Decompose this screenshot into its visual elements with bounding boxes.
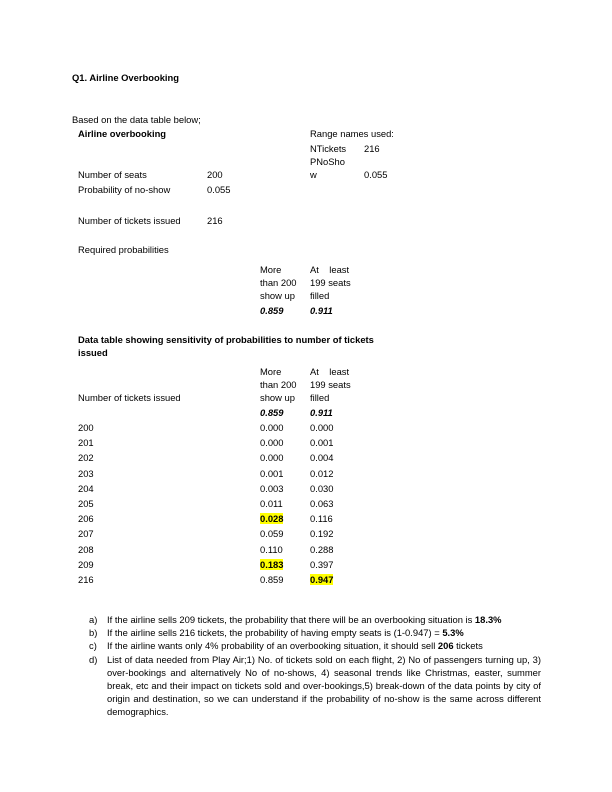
sensitivity-heading-line1: Data table showing sensitivity of probabilities to number of tickets <box>78 334 374 345</box>
sens-row-tickets: 216 <box>78 574 94 585</box>
sensitivity-heading-line2: issued <box>78 347 108 358</box>
answer-c-tail: tickets <box>453 640 483 651</box>
sens-row-more: 0.059 <box>260 528 284 540</box>
sens-row-more-highlight: 0.183 <box>260 558 284 570</box>
sens-row-least <box>310 574 333 586</box>
required-value-more: 0.859 <box>260 305 284 316</box>
required-col1-l3: show up <box>260 290 295 301</box>
sens-row-least: 0.004 <box>310 452 334 464</box>
sens-row-tickets: 206 <box>78 513 94 525</box>
sens-head-value-more: 0.859 <box>260 407 284 418</box>
sens-col2-l2: 199 seats <box>310 379 351 390</box>
sens-row-least-highlight: 0.947 <box>310 574 334 585</box>
sens-row-more: 0.000 <box>260 437 284 449</box>
sens-row-tickets: 204 <box>78 482 94 494</box>
required-col2-l3: filled <box>310 290 330 301</box>
sens-row-tickets: 203 <box>78 467 94 479</box>
answer-c-marker: c) <box>89 640 97 651</box>
noshow-label: Probability of no-show <box>78 184 171 195</box>
sens-row-more: 0.011 <box>260 498 283 509</box>
seats-value: 200 <box>207 169 223 180</box>
required-col1-l1: More <box>260 264 282 275</box>
range-value-pnoshow: 0.055 <box>364 169 388 180</box>
intro-text: Based on the data table below; <box>72 114 201 125</box>
required-col2-l2: 199 seats <box>310 277 351 288</box>
sens-row-tickets: 209 <box>78 558 94 570</box>
required-col1-l2: than 200 <box>260 277 297 288</box>
sens-col2-l3: filled <box>310 392 330 403</box>
sens-row-tickets: 201 <box>78 437 94 449</box>
model-heading: Airline overbooking <box>78 128 167 139</box>
range-name-pnoshow-a: PNoSho <box>310 156 345 167</box>
answer-b-bold: 5.3% <box>442 627 464 638</box>
answer-b-marker: b) <box>89 627 98 638</box>
range-names-heading: Range names used: <box>310 128 394 139</box>
sens-row-least: 0.192 <box>310 528 334 540</box>
sens-row-least: 0.012 <box>310 467 334 479</box>
sens-row-label: Number of tickets issued <box>78 392 181 403</box>
page-title: Q1. Airline Overbooking <box>72 72 179 83</box>
sens-row-more: 0.110 <box>260 543 283 555</box>
sens-row-tickets: 208 <box>78 543 94 555</box>
noshow-value: 0.055 <box>207 184 231 195</box>
sens-row-more <box>260 559 283 571</box>
answer-a-text: If the airline sells 209 tickets, the probability that there will be an overbooking situation is <box>107 614 475 625</box>
sens-row-tickets: 207 <box>78 528 94 540</box>
required-label: Required probabilities <box>78 244 169 255</box>
sens-row-more: 0.001 <box>260 467 284 479</box>
sens-row-tickets: 205 <box>78 498 94 509</box>
sens-col2-l1: At least <box>310 366 350 377</box>
answer-b-text: If the airline sells 216 tickets, the probability of having empty seats is (1-0.947) = <box>107 627 443 638</box>
sens-row-more-highlight: 0.028 <box>260 513 284 525</box>
answer-d-text: List of data needed from Play Air;1) No. of tickets sold on each flight, 2) No of passengers turning up, 3) over-bookings and alternatively No of no-shows, 4) seasonal trends like Christmas, easter, summer break, etc and their impact on tickets sold and over-bookings,5) break-down of the data points by city of origin and destination, so we can understand if the probability of no-show is the same across different demographics. <box>107 654 541 717</box>
answer-c-bold: 206 <box>437 640 454 651</box>
sens-col1-l3: show up <box>260 392 295 403</box>
sens-row-least: 0.030 <box>310 482 334 494</box>
required-value-least: 0.911 <box>310 305 333 316</box>
sens-row-more: 0.000 <box>260 452 284 464</box>
sens-row-more: 0.000 <box>260 422 284 433</box>
sens-row-least: 0.000 <box>310 422 334 433</box>
tickets-label: Number of tickets issued <box>78 215 181 226</box>
sens-head-value-least: 0.911 <box>310 407 333 418</box>
sens-row-least: 0.397 <box>310 558 334 570</box>
answer-a-bold: 18.3% <box>474 614 502 625</box>
sens-row-least: 0.288 <box>310 543 334 555</box>
seats-label: Number of seats <box>78 169 147 180</box>
sens-row-more <box>260 513 283 525</box>
answer-a-marker: a) <box>89 614 98 625</box>
answer-d-marker: d) <box>89 654 98 665</box>
answer-c-text: If the airline wants only 4% probability of an overbooking situation, it should sell <box>107 640 438 651</box>
tickets-value: 216 <box>207 215 223 226</box>
sens-row-least: 0.001 <box>310 437 334 449</box>
range-name-ntickets: NTickets <box>310 143 347 154</box>
range-value-ntickets: 216 <box>364 143 380 154</box>
sens-row-tickets: 202 <box>78 452 94 464</box>
sens-col1-l2: than 200 <box>260 379 297 390</box>
sens-row-tickets: 200 <box>78 422 94 433</box>
sens-row-more: 0.003 <box>260 482 284 494</box>
sens-col1-l1: More <box>260 366 282 377</box>
sens-row-least: 0.063 <box>310 498 334 509</box>
range-name-pnoshow-b: w <box>310 169 317 180</box>
sens-row-more: 0.859 <box>260 574 284 585</box>
sens-row-least: 0.116 <box>310 513 333 525</box>
required-col2-l1: At least <box>310 264 350 275</box>
